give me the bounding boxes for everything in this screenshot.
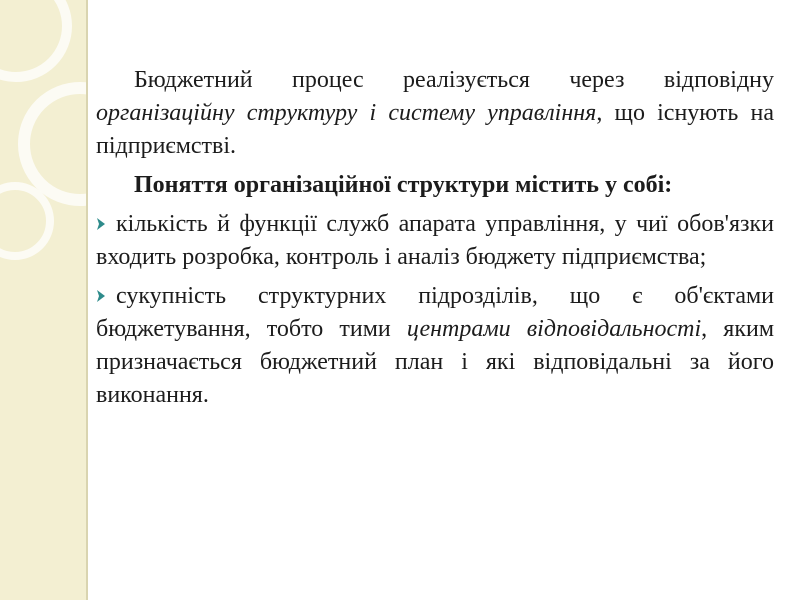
arrow-bullet-icon [96,289,106,303]
slide-content [96,64,774,418]
intro-text-italic: організаційну структуру і систему управління [96,100,597,126]
bullet-text-1: сукупність структурних підрозділів, що є об'єктами бюджетування, тобто тими [96,283,774,342]
concept-heading: Поняття організаційної структури містить у собі: [134,172,673,198]
bullet-text-italic: центрами відповідальності [406,316,702,342]
arrow-bullet-icon [96,217,106,231]
bullet-item [96,208,774,274]
intro-text-2: , що існують на підприємстві. [96,100,775,159]
bullet-item [96,280,774,412]
side-band-border [86,0,88,600]
bullet-text-2: , яким призначається бюджетний план і які відповідальні за його виконання. [96,316,775,408]
bullet-text: кількість й функції служб апарата управління, у чиї обов'язки входить розробка, контроль і аналіз бюджету підприємства; [96,211,774,270]
decorative-side-band [0,0,86,600]
intro-text-1: Бюджетний процес реалізується через відповідну [134,67,774,93]
decorative-circle [0,0,72,82]
intro-paragraph [96,64,774,163]
